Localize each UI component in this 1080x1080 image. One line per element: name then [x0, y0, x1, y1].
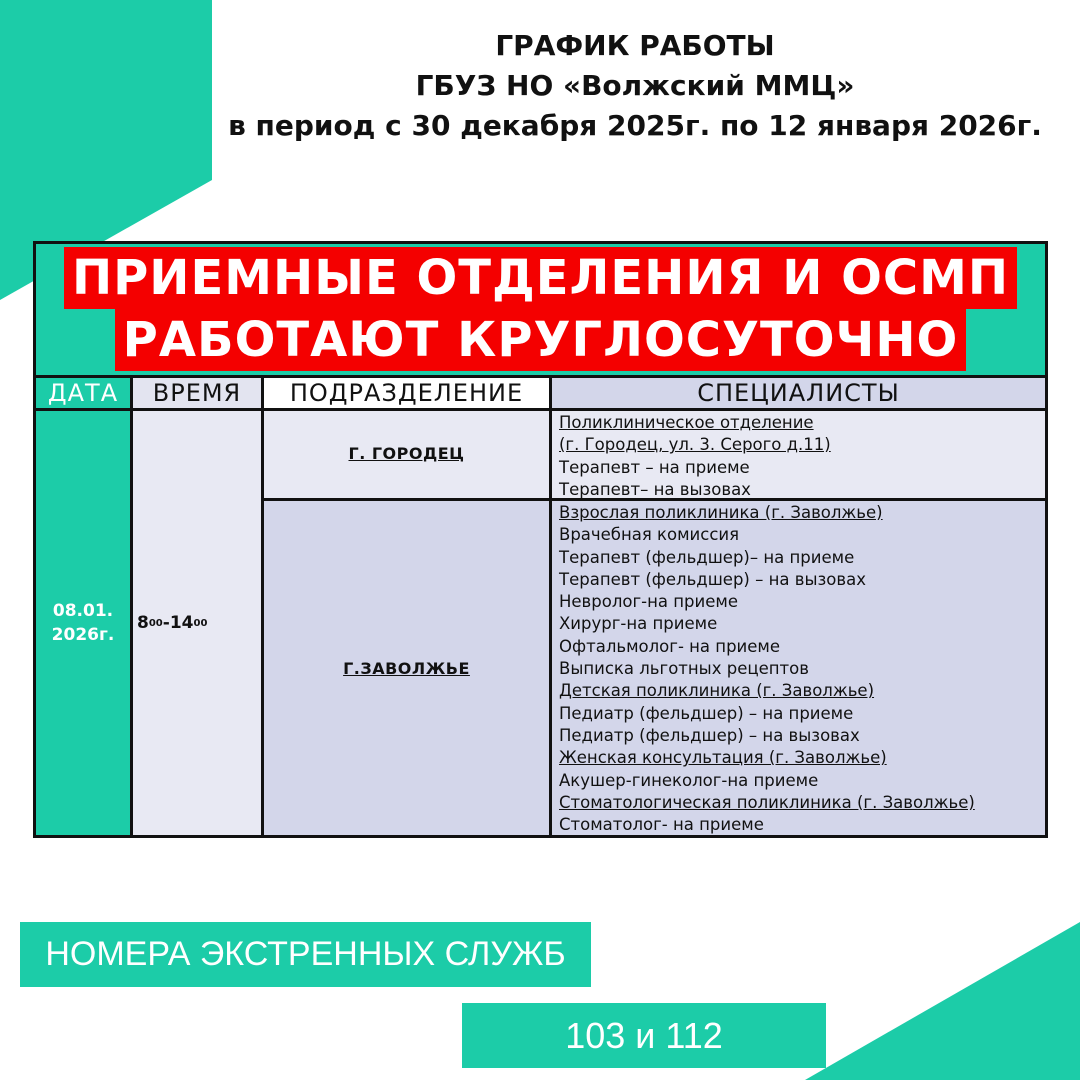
header-subdivision: ПОДРАЗДЕЛЕНИЕ: [264, 378, 549, 408]
header-date: ДАТА: [36, 378, 130, 408]
specialist-item: Выписка льготных рецептов: [559, 659, 809, 679]
specialists-zavolzhye-list: [552, 501, 1045, 835]
time-separator: -: [162, 613, 170, 633]
banner-line-1: ПРИЕМНЫЕ ОТДЕЛЕНИЯ И ОСМП: [64, 247, 1017, 309]
date-line-1: 08.01.: [52, 601, 114, 621]
emergency-label: НОМЕРА ЭКСТРЕННЫХ СЛУЖБ: [20, 922, 591, 987]
specialist-item: Офтальмолог- на приеме: [559, 636, 781, 656]
specialist-item: Терапевт – на приеме: [559, 457, 750, 477]
specialist-item: Стоматологическая поликлиника (г. Заволжье): [559, 792, 975, 812]
header-time: ВРЕМЯ: [133, 378, 261, 408]
time-end-hour: 14: [169, 613, 194, 633]
specialist-item: Терапевт– на вызовах: [559, 479, 751, 498]
header-specialists: СПЕЦИАЛИСТЫ: [552, 378, 1045, 408]
specialist-item: Женская консультация (г. Заволжье): [559, 748, 887, 768]
specialist-item: (г. Городец, ул. 3. Серого д.11): [559, 435, 831, 455]
specialists-zavolzhye: [552, 501, 1045, 835]
time-start-min: 00: [148, 617, 163, 629]
specialist-item: Взрослая поликлиника (г. Заволжье): [559, 503, 883, 522]
date-line-2: 2026г.: [51, 625, 115, 645]
subdivision-zavolzhye-label: Г.ЗАВОЛЖЬЕ: [343, 659, 470, 678]
subdivision-zavolzhye: [264, 501, 549, 835]
schedule-table: [33, 241, 1048, 838]
title-period: в период с 30 декабря 2025г. по 12 января 2026г.: [228, 109, 1042, 142]
specialist-item: Терапевт (фельдшер)– на приеме: [559, 547, 855, 567]
banner-line-2: РАБОТАЮТ КРУГЛОСУТОЧНО: [115, 309, 967, 371]
specialist-item: Педиатр (фельдшер) – на вызовах: [559, 725, 860, 745]
banner-24h: [36, 244, 1045, 375]
page-title: [195, 26, 1075, 146]
date-cell: [36, 411, 130, 835]
specialist-item: Поликлиническое отделение: [559, 413, 814, 432]
specialist-item: Невролог-на приеме: [559, 592, 738, 612]
specialist-item: Стоматолог- на приеме: [559, 815, 764, 835]
title-line-2: ГБУЗ НО «Волжский ММЦ»: [415, 69, 855, 102]
specialist-item: Детская поликлиника (г. Заволжье): [559, 681, 875, 701]
specialist-item: Хирург-на приеме: [559, 614, 718, 634]
specialist-item: Акушер-гинеколог-на приеме: [559, 770, 819, 790]
specialist-item: Терапевт (фельдшер) – на вызовах: [559, 569, 866, 589]
specialists-gorodets-list: [552, 411, 1045, 498]
time-end-min: 00: [193, 617, 208, 629]
time-cell: [133, 411, 261, 835]
subdivision-gorodets: [264, 411, 549, 498]
specialist-item: Врачебная комиссия: [559, 525, 740, 545]
emergency-numbers: 103 и 112: [462, 1003, 826, 1068]
title-line-1: ГРАФИК РАБОТЫ: [495, 29, 775, 62]
specialists-gorodets: [552, 411, 1045, 498]
time-start-hour: 8: [137, 613, 149, 633]
specialist-item: Педиатр (фельдшер) – на приеме: [559, 703, 854, 723]
subdivision-gorodets-label: Г. ГОРОДЕЦ: [348, 444, 465, 463]
